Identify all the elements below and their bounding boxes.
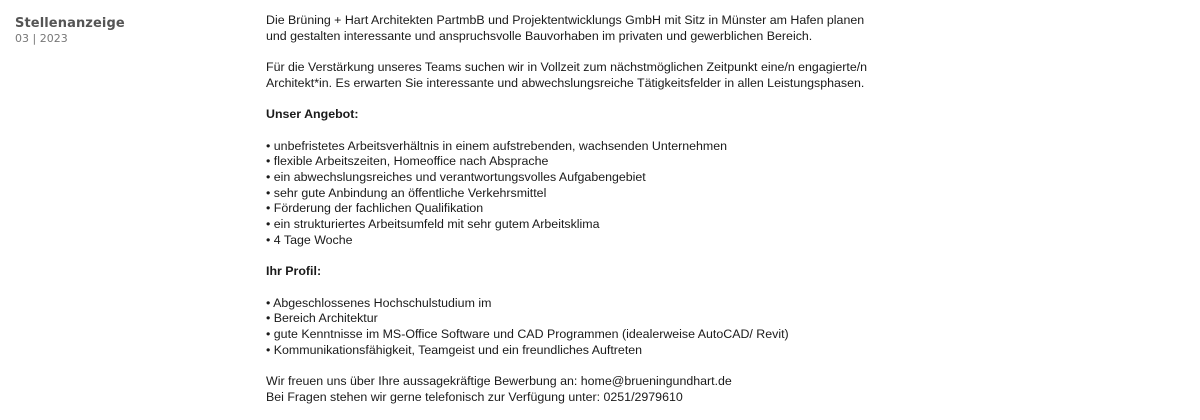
offer-heading: Unser Angebot: [266,107,359,122]
intro-line: und gestalten interessante und anspruchsvolle Bauvorhaben im privaten und gewerblichen Bereich. [266,28,813,43]
list-item: • flexible Arbeitszeiten, Homeoffice nach Absprache [266,154,549,169]
contact-line: Wir freuen uns über Ihre aussagekräftige Bewerbung an: home@brueningundhart.de [266,374,732,389]
list-item: • gute Kenntnisse im MS-Office Software und CAD Programmen (idealerweise AutoCAD/ Revit) [266,326,789,341]
list-item: • Bereich Architektur [266,311,378,326]
job-ad-content [266,13,966,405]
job-ad-title: Stellenanzeige [15,16,125,31]
list-item: • unbefristetes Arbeitsverhältnis in einem aufstrebenden, wachsenden Unternehmen [266,138,728,153]
search-line: Architekt*in. Es erwarten Sie interessante und abwechslungsreiche Tätigkeitsfelder in allen Leistungsphasen. [266,75,865,90]
profile-heading: Ihr Profil: [266,264,322,279]
spacer [266,358,966,374]
job-ad-date: 03 | 2023 [15,32,68,45]
list-item: • ein abwechslungsreiches und verantwortungsvolles Aufgabengebiet [266,169,646,184]
spacer [266,249,966,265]
job-ad-header [15,16,235,46]
profile-list [266,296,966,359]
intro-line: Die Brüning + Hart Architekten PartmbB und Projektentwicklungs GmbH mit Sitz in Münster am Hafen planen [266,13,865,27]
list-item: • sehr gute Anbindung an öffentliche Verkehrsmittel [266,185,547,200]
search-line: Für die Verstärkung unseres Teams suchen wir in Vollzeit zum nächstmöglichen Zeitpunkt eine/n engagierte/n [266,60,868,75]
list-item: • 4 Tage Woche [266,232,353,247]
list-item: • Förderung der fachlichen Qualifikation [266,201,484,216]
list-item: • Kommunikationsfähigkeit, Teamgeist und ein freundliches Auftreten [266,342,643,357]
offer-list [266,139,966,249]
list-item: • Abgeschlossenes Hochschulstudium im [266,295,492,310]
spacer [266,44,966,60]
spacer [266,280,966,296]
spacer [266,123,966,139]
spacer [266,92,966,108]
contact-line: Bei Fragen stehen wir gerne telefonisch zur Verfügung unter: 0251/2979610 [266,389,683,404]
list-item: • ein strukturiertes Arbeitsumfeld mit sehr gutem Arbeitsklima [266,217,600,232]
